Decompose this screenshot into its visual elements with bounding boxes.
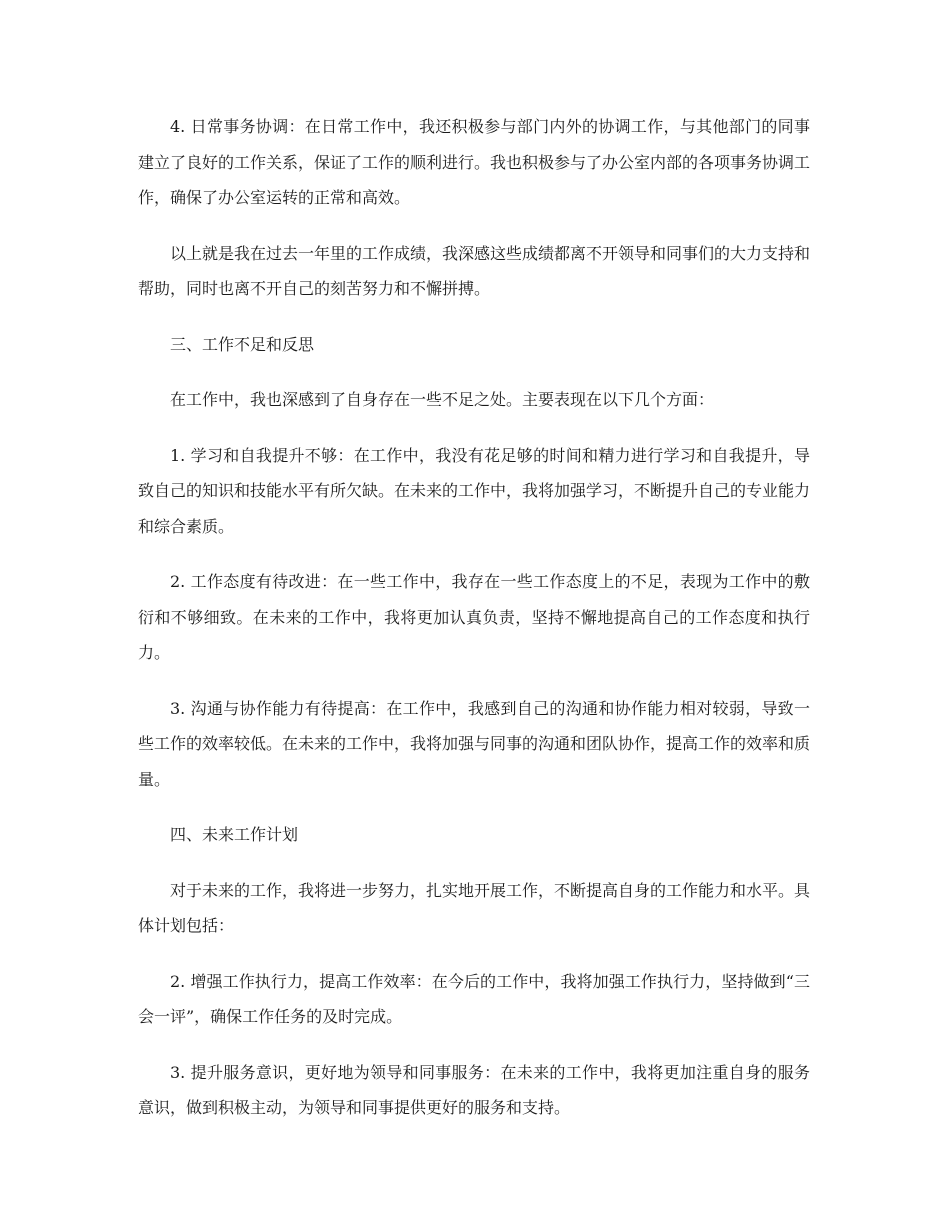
paragraph-execution: 2. 增强工作执行力，提高工作效率：在今后的工作中，我将加强工作执行力，坚持做到“三会一评”，确保工作任务的及时完成。 <box>138 971 810 1026</box>
section-heading-shortcomings: 三、工作不足和反思 <box>170 334 315 354</box>
paragraph-attitude: 2. 工作态度有待改进：在一些工作中，我存在一些工作态度上的不足，表现为工作中的敷衍和不够细致。在未来的工作中，我将更加认真负责，坚持不懈地提高自己的工作态度和执行力。 <box>138 572 810 662</box>
paragraph-summary: 以上就是我在过去一年里的工作成绩，我深感这些成绩都离不开领导和同事们的大力支持和帮助，同时也离不开自己的刻苦努力和不懈拼搏。 <box>138 243 811 298</box>
paragraph-shortcomings-intro: 在工作中，我也深感到了自身存在一些不足之处。主要表现在以下几个方面： <box>170 390 715 409</box>
paragraph-service: 3. 提升服务意识，更好地为领导和同事服务：在未来的工作中，我将更加注重自身的服务意识，做到积极主动，为领导和同事提供更好的服务和支持。 <box>138 1062 810 1117</box>
paragraph-communication: 3. 沟通与协作能力有待提高：在工作中，我感到自己的沟通和协作能力相对较弱，导致一些工作的效率较低。在未来的工作中，我将加强与同事的沟通和团队协作，提高工作的效率和质量。 <box>138 698 811 789</box>
paragraph-future-intro: 对于未来的工作，我将进一步努力，扎实地开展工作，不断提高自身的工作能力和水平。具体计划包括： <box>138 880 811 935</box>
paragraph-learning: 1. 学习和自我提升不够：在工作中，我没有花足够的时间和精力进行学习和自我提升，导致自己的知识和技能水平有所欠缺。在未来的工作中，我将加强学习，不断提升自己的专业能力和综合素质。 <box>138 445 811 536</box>
paragraph-daily-coordination: 4. 日常事务协调：在日常工作中，我还积极参与部门内外的协调工作，与其他部门的同事建立了良好的工作关系，保证了工作的顺利进行。我也积极参与了办公室内部的各项事务协调工作，确保了办公室运转的正常和高效。 <box>138 117 811 207</box>
document-page <box>138 109 810 1146</box>
section-heading-future-plan: 四、未来工作计划 <box>170 825 299 844</box>
